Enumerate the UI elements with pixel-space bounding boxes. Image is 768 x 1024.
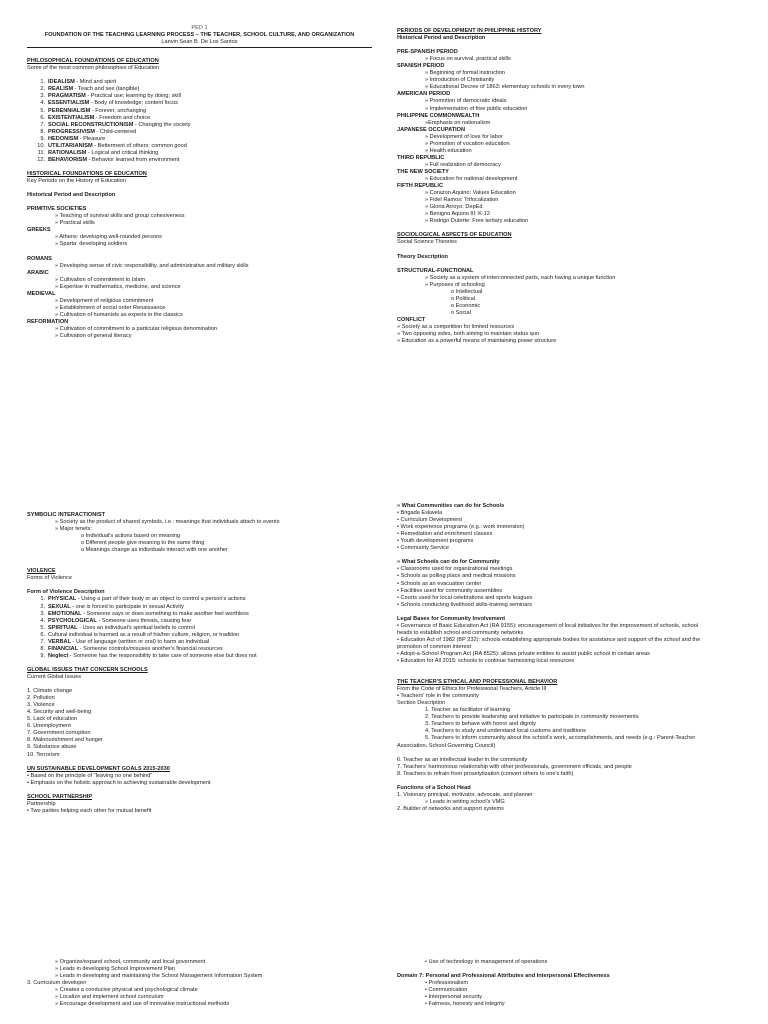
- list-term: ESSENTIALISM: [48, 100, 90, 107]
- subsection-heading: Legal Bases for Community Involvement: [397, 615, 506, 622]
- section-heading-ph-periods: PERIODS OF DEVELOPMENT IN PHILIPPINE HISTORY: [397, 28, 542, 34]
- list-item: [27, 136, 372, 143]
- list-item: 1. Climate change: [27, 688, 73, 695]
- period-description: » Health education: [425, 147, 472, 154]
- period-description: » Rodrigo Duterte: Free tertiary education: [425, 218, 529, 225]
- period-description: » Establishment of social order Renaissance: [55, 304, 166, 311]
- list-item: • Youth development programs: [397, 538, 474, 545]
- list-item: • Curriculum Development: [397, 517, 463, 524]
- list-number: 5.: [40, 107, 45, 114]
- sub-bullet: o Meanings change as individuals interact with one another: [81, 547, 228, 554]
- period-name: PRIMITIVE SOCIETIES: [27, 206, 87, 213]
- theory-name: STRUCTURAL-FUNCTIONAL: [397, 267, 474, 274]
- list-number: 12.: [37, 156, 45, 163]
- list-item: » Creates a conducive physical and psychological climate: [55, 987, 198, 994]
- list-term: SPIRITUAL: [48, 624, 78, 631]
- bullet-item: • Emphasis on the holistic approach to achieving sustainable development: [27, 779, 211, 786]
- list-term: SEXUAL: [48, 603, 71, 610]
- list-number: 10.: [37, 142, 45, 149]
- list-number: 4.: [40, 100, 45, 107]
- philosophy-list: [27, 79, 372, 164]
- list-term: EXISTENTIALISM: [48, 114, 95, 121]
- period-description: » Teaching of survival skills and group cohesiveness: [55, 213, 185, 220]
- list-item: • Community Service: [397, 545, 450, 552]
- period-name: ROMANS: [27, 255, 52, 262]
- sub-bullet: o Intellectual: [451, 288, 483, 295]
- list-number: 2.: [40, 603, 45, 610]
- bullet-item: • Teachers' role in the community: [397, 693, 479, 700]
- period-description: » Practical skills: [55, 220, 95, 227]
- list-item: [27, 150, 372, 157]
- list-description: - Changing the society: [133, 121, 191, 128]
- table-header: Form of Violence Description: [27, 589, 105, 596]
- list-description: - Child-centered: [94, 128, 137, 135]
- theory-description: » Two opposing sides, both aiming to maintain status quo: [397, 331, 540, 338]
- table-header: Theory Description: [397, 253, 448, 260]
- document-title: FOUNDATION OF THE TEACHING LEARNING PROCESS – THE TEACHER, SCHOOL CULTURE, AND ORGANIZATION: [44, 32, 355, 39]
- list-item: • Adopt-a-School Program Act (RA 8525): allows private entities to assist public school in certain areas: [397, 650, 650, 657]
- list-number: 4.: [40, 617, 45, 624]
- subsection-heading: Domain 7: Personal and Professional Attributes and Interpersonal Effectiveness: [397, 973, 610, 980]
- list-item: • Schools as an evacuation center: [397, 580, 482, 587]
- list-term: PRAGMATISM: [48, 93, 86, 100]
- theory-description: » Society as a system of interconnected parts, each having a unique function: [425, 274, 616, 281]
- period-description: » Beginning of formal instruction: [425, 70, 505, 77]
- list-item: • Education for All 2015: schools to continue harnessing local resources: [397, 658, 575, 665]
- list-item: [27, 115, 372, 122]
- list-item: » Localize and implement school curriculum: [55, 994, 164, 1001]
- list-item: 4. Security and well-being: [27, 709, 92, 716]
- list-description: - Someone says or does something to make another feel worthless: [81, 610, 249, 617]
- list-term: IDEALISM: [48, 79, 75, 86]
- list-item: [27, 86, 372, 93]
- list-item: 8. Malnourishment and hunger: [27, 737, 103, 744]
- list-description: - Forever, unchanging: [90, 107, 147, 114]
- list-term: Neglect: [48, 652, 69, 659]
- period-name: MEDIEVAL: [27, 290, 56, 297]
- list-number: 2.: [40, 86, 45, 93]
- bullet-item: • Based on the principle of "leaving no one behind": [27, 772, 153, 779]
- legal-bases-list: [397, 623, 747, 665]
- theory-description: » Major tenets:: [55, 526, 92, 533]
- list-term: VERBAL: [48, 638, 71, 645]
- list-description: - Betterment of others; common good: [92, 142, 187, 149]
- list-item: 1. Teacher as facilitator of learning: [425, 707, 511, 714]
- list-number: 11.: [37, 149, 45, 156]
- list-number: 8.: [40, 128, 45, 135]
- period-description: » Introduction of Christianity: [425, 77, 495, 84]
- list-item: 2. Pollution: [27, 695, 55, 702]
- period-name: ARABIC: [27, 269, 49, 276]
- section-intro: Social Science Theories: [397, 239, 457, 246]
- list-description: - Uses an individual's spiritual beliefs to control: [77, 624, 195, 631]
- list-description: - one is forced to participate in sexual Activity: [70, 603, 184, 610]
- list-item: [27, 143, 372, 150]
- list-term: PSYCHOLOGICAL: [48, 617, 97, 624]
- list-item: » Leads in developing School Improvement Plan: [55, 966, 176, 973]
- period-name: FIFTH REPUBLIC: [397, 183, 443, 190]
- list-description: - Someone uses threats, causing fear: [96, 617, 192, 624]
- section-intro: Current Global Issues: [27, 673, 82, 680]
- list-item: [27, 625, 372, 632]
- list-number: 7.: [40, 121, 45, 128]
- period-name: GREEKS: [27, 227, 51, 234]
- list-item: 10. Terrorism: [27, 751, 60, 758]
- period-description: » Promotion of vocation education: [425, 140, 510, 147]
- period-description: » Gloria Arroyo: DepEd: [425, 204, 483, 211]
- list-item: • Facilities used for community assemblies: [397, 587, 503, 594]
- subsection-heading: » What Schools can do for Community: [397, 559, 500, 566]
- list-item: [27, 632, 372, 639]
- list-description: - Behavior learned from environment: [87, 156, 180, 163]
- list-item: 3. Teachers to behave with honor and dignity: [425, 721, 536, 728]
- period-description: » Expertise in mathematics, medicine, and science: [55, 283, 181, 290]
- period-description: » Focus on survival, practical skills: [425, 56, 511, 63]
- period-description: » Education for national development: [425, 175, 518, 182]
- theory-description: » Education as a powerful means of maintaining power structure: [397, 338, 557, 345]
- section-heading-philosophical: PHILOSOPHICAL FOUNDATIONS OF EDUCATION: [27, 58, 159, 65]
- list-item: 2. Teachers to provide leadership and initiative to participate in community movements: [425, 714, 639, 721]
- list-item: [27, 93, 372, 100]
- list-item: [27, 122, 372, 129]
- schools-list: [397, 566, 747, 608]
- table-header: Historical Period and Description: [27, 192, 116, 199]
- list-item: [27, 79, 372, 86]
- bullet-item: • Use of technology in management of operations: [425, 959, 548, 965]
- list-number: 6.: [40, 631, 45, 638]
- list-item: 3. Violence: [27, 702, 55, 709]
- section-heading-ethics: THE TEACHER'S ETHICAL AND PROFESSIONAL BEHAVIOR: [397, 679, 558, 686]
- section-intro: From the Code of Ethics for Professional Teachers, Article III: [397, 686, 547, 693]
- list-term: REALISM: [48, 86, 74, 93]
- list-number: 9.: [40, 135, 45, 142]
- list-item: • Education Act of 1982 (BP 232): schools establishing appropriate bodies for assistance and support of the school and the: [397, 636, 701, 643]
- bullet-item: • Two parties helping each other for mutual benefit: [27, 807, 152, 814]
- list-term: PROGRESSIVISM: [48, 128, 95, 135]
- ethics-more-list: [397, 757, 747, 778]
- list-item: • Schools conducting livelihood skills-training seminars: [397, 601, 533, 608]
- list-description: - Freedom and choice: [94, 114, 151, 121]
- period-description: » Cultivation of commitment to Islam: [55, 276, 146, 283]
- list-description: - Teach and see (tangible): [73, 86, 140, 93]
- list-term: EMOTIONAL: [48, 610, 82, 617]
- list-item: 7. Government corruption: [27, 730, 91, 737]
- list-term: RATIONALISM: [48, 149, 87, 156]
- list-term: PHYSICAL: [48, 596, 77, 603]
- theory-description: » Society as a competition for limited resources: [397, 323, 515, 330]
- period-description: » Educational Decree of 1863: elementary schools in every town: [425, 84, 585, 91]
- list-item: 8. Teachers to refrain from proselytization (convert others to one's faith): [397, 770, 574, 777]
- list-item: [27, 653, 372, 660]
- period-name: THIRD REPUBLIC: [397, 154, 445, 161]
- period-description: » Full realization of democracy: [425, 161, 501, 168]
- sub-bullet: o Political: [451, 295, 475, 302]
- sub-bullet: o Social: [451, 309, 471, 316]
- list-item: [27, 646, 372, 653]
- list-item: promotion of common interest: [397, 643, 471, 650]
- period-description: » Developing sense of civic responsibility, and administrative and military skills: [55, 262, 249, 269]
- period-description: » Cultivation of commitment to a particular religious denomination: [55, 325, 217, 332]
- list-item: 7. Teachers' harmonious relationship with other professionals, government officials, and people: [397, 763, 632, 770]
- author-name: Lanvin Sean B. De Los Santos: [161, 39, 238, 46]
- list-item: 4. Teachers to study and understand local customs and traditions: [425, 728, 586, 735]
- list-number: 3.: [40, 610, 45, 617]
- list-number: 6.: [40, 114, 45, 121]
- course-code: PED 1: [191, 25, 208, 31]
- period-name: THE NEW SOCIETY: [397, 168, 449, 175]
- list-item: 5. Teachers to inform community about the school's work, accomplishments, and needs (e.g.: Parent-Teacher: [425, 735, 696, 742]
- period-description: » Cultivation of general literacy: [55, 333, 132, 340]
- sub-bullet: o Individual's actions based on meaning: [81, 533, 181, 540]
- list-description: - Use of language (written or oral) to harm an individual: [71, 638, 210, 645]
- global-issues-list: [27, 688, 372, 758]
- list-item: 3. Curriculum developer: [27, 980, 87, 987]
- table-header: Section Description: [397, 700, 446, 707]
- list-description: - Logical and critical thinking: [86, 149, 159, 156]
- list-item: [27, 157, 372, 164]
- list-item: • Classrooms used for organizational meetings: [397, 566, 513, 573]
- ethics-list: [397, 707, 747, 742]
- page2-left-column: [27, 512, 372, 815]
- list-description: - Body of knowledge; content focus: [89, 100, 178, 107]
- theory-description: » Society as the product of shared symbols, i.e.: meanings that individuals attach to events: [55, 519, 280, 526]
- list-number: 1.: [40, 596, 45, 603]
- period-name: REFORMATION: [27, 318, 69, 325]
- theory-description: » Purposes of schooling: [425, 281, 485, 288]
- theory-name: SYMBOLIC INTERACTIONIST: [27, 512, 106, 518]
- period-description: » Cultivation of humanists as experts in the classics: [55, 311, 183, 318]
- period-name: PRE-SPANISH PERIOD: [397, 49, 458, 56]
- page3-left-column: [27, 959, 372, 1008]
- list-term: BEHAVIORISM: [48, 156, 88, 163]
- list-item: 6. Teacher as an intellectual leader in the community: [397, 756, 528, 763]
- sub-bullet: o Different people give meaning to the same thing: [81, 540, 205, 547]
- list-item: » Leads in developing and maintaining the School Management Information System: [55, 973, 263, 980]
- list-item: • Governance of Basic Education Act (RA 9155): encouragement of local initiatives for the improvement of schools, school: [397, 622, 699, 629]
- list-description: - Someone controls/misuses another's financial resources: [78, 645, 223, 652]
- list-number: 5.: [40, 624, 45, 631]
- page2-right-column: [397, 503, 747, 813]
- list-item: heads to establish school and community networks: [397, 629, 524, 636]
- list-item: [27, 618, 372, 625]
- period-description: » Development of love for labor: [425, 133, 503, 140]
- list-number: 8.: [40, 645, 45, 652]
- list-item: » Encourage development and use of innovative instructional methods: [55, 1001, 230, 1008]
- section-heading-global-issues: GLOBAL ISSUES THAT CONCERN SCHOOLS: [27, 666, 148, 673]
- section-intro: Partnership: [27, 800, 56, 807]
- page3-right-column: [397, 959, 747, 1008]
- list-item: [27, 611, 372, 618]
- list-item: 6. Unemployment: [27, 723, 71, 730]
- list-item: [27, 129, 372, 136]
- list-item: 5. Lack of education: [27, 716, 78, 723]
- list-item: [27, 639, 372, 646]
- list-number: 3.: [40, 93, 45, 100]
- bullet-item: • Professionalism: [425, 980, 468, 987]
- list-item: • Courts used for local celebrations and sports leagues: [397, 594, 533, 601]
- list-item: 2. Builder of networks and support systems: [397, 805, 504, 812]
- table-header: Historical Period and Description: [397, 35, 486, 42]
- period-name: AMERICAN PERIOD: [397, 91, 451, 98]
- period-description: » Athens: developing well-rounded persons: [55, 234, 162, 241]
- period-description: » Corazon Aquino: Values Education: [425, 190, 516, 197]
- subsection-heading: Functions of a School Head: [397, 784, 471, 791]
- list-description: - Someone has the responsibility to take care of someone else but does not: [68, 652, 257, 659]
- list-item: • Work experience programs (e.g.: work immersion): [397, 524, 525, 531]
- section-intro: Some of the most common philosophies of Education: [27, 65, 160, 72]
- list-item: Association, School Governing Council): [397, 742, 496, 749]
- list-description: Cultural individual is harmed as a result of his/her culture, religion, or tradition: [48, 631, 240, 638]
- list-description: - Using a part of their body or an object to control a person's actions: [76, 596, 246, 603]
- list-description: - Pleasure: [78, 135, 106, 142]
- period-description: » Sparta: developing soldiers: [55, 241, 128, 248]
- bullet-item: • Interpersonal security: [425, 994, 482, 1001]
- list-item: 9. Substance abuse: [27, 744, 77, 751]
- period-description: » Benigno Aquino III: K-12: [425, 211, 490, 218]
- list-term: SOCIAL RECONSTRUCTIONISM: [48, 121, 134, 128]
- period-name: SPANISH PERIOD: [397, 63, 445, 70]
- list-term: FINANCIAL: [48, 645, 79, 652]
- list-item: » Leads in setting school's VMG: [425, 798, 505, 805]
- period-name: JAPANESE OCCUPATION: [397, 126, 466, 133]
- list-term: UTILITARIANISM: [48, 142, 93, 149]
- period-description: » Development of religious commitment: [55, 297, 154, 304]
- section-heading-violence: VIOLENCE: [27, 568, 56, 575]
- list-item: 1. Visionary principal, motivator, advocate, and planner: [397, 791, 533, 798]
- period-description: » Implementation of free public education: [425, 105, 528, 112]
- section-heading-partnership: SCHOOL PARTNERSHIP: [27, 793, 93, 800]
- section-intro: Forms of Violence: [27, 575, 72, 582]
- sub-bullet: o Economic: [451, 302, 481, 309]
- period-description: » Fidel Ramos: Trifocalization: [425, 197, 499, 204]
- theory-name: CONFLICT: [397, 316, 426, 323]
- bullet-item: • Fairness, honesty and integrity: [425, 1001, 505, 1008]
- period-description: »Emphasis on nationalism: [425, 119, 491, 126]
- list-description: - Mind and spirit: [74, 79, 117, 86]
- list-item: • Remediation and enrichment classes: [397, 531, 493, 538]
- communities-list: [397, 510, 747, 552]
- section-heading-sdg: UN SUSTAINABLE DEVELOPMENT GOALS 2015-2030: [27, 765, 170, 772]
- list-number: 7.: [40, 638, 45, 645]
- page1-left-column: [27, 25, 372, 340]
- list-term: HEDONISM: [48, 135, 79, 142]
- list-item: • Schools as polling place and medical missions: [397, 573, 516, 580]
- violence-list: [27, 596, 372, 659]
- period-name: PHILIPPINE COMMONWEALTH: [397, 112, 480, 119]
- bullet-item: • Communication: [425, 987, 468, 994]
- list-item: [27, 108, 372, 115]
- subsection-heading: » What Communities can do for Schools: [397, 503, 505, 509]
- section-heading-historical: HISTORICAL FOUNDATIONS OF EDUCATION: [27, 170, 147, 177]
- list-item: » Organize/expand school, community and local government: [55, 959, 206, 965]
- page1-right-column: [397, 28, 742, 345]
- list-item: [27, 100, 372, 107]
- section-heading-sociological: SOCIOLOGICAL ASPECTS OF EDUCATION: [397, 232, 512, 239]
- section-intro: Key Periods on the History of Education: [27, 177, 126, 184]
- list-item: • Brigada Eskwela: [397, 510, 443, 517]
- list-number: 9.: [40, 652, 45, 659]
- list-item: [27, 604, 372, 611]
- list-term: PERENNIALISM: [48, 107, 91, 114]
- list-description: - Practical use; learning by doing; skill: [85, 93, 181, 100]
- list-number: 1.: [40, 79, 45, 86]
- list-item: [27, 596, 372, 603]
- period-description: » Promotion of democratic ideals: [425, 98, 507, 105]
- title-divider: [27, 47, 372, 48]
